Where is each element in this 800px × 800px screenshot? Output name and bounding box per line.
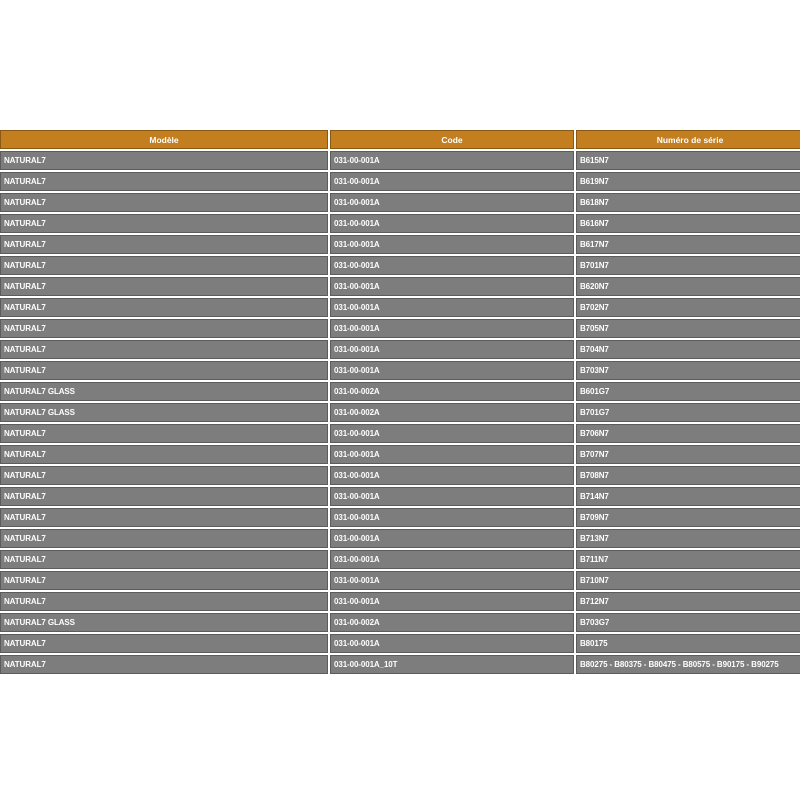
table-row <box>0 445 800 464</box>
cell-serial-number: B80275 - B80375 - B80475 - B80575 - B90175 - B90275 <box>576 655 800 674</box>
cell-serial-number: B708N7 <box>576 466 800 485</box>
cell-model: NATURAL7 <box>0 487 328 506</box>
cell-code: 031-00-001A <box>330 151 574 170</box>
table-header <box>0 130 800 149</box>
cell-serial-number: B702N7 <box>576 298 800 317</box>
cell-model: NATURAL7 <box>0 277 328 296</box>
table-row <box>0 403 800 422</box>
cell-model: NATURAL7 <box>0 466 328 485</box>
cell-code: 031-00-001A <box>330 361 574 380</box>
serial-number-table <box>0 128 800 676</box>
cell-serial-number: B701G7 <box>576 403 800 422</box>
cell-model: NATURAL7 GLASS <box>0 403 328 422</box>
cell-code: 031-00-002A <box>330 382 574 401</box>
cell-code: 031-00-001A <box>330 193 574 212</box>
cell-code: 031-00-001A <box>330 487 574 506</box>
cell-code: 031-00-001A <box>330 235 574 254</box>
cell-serial-number: B701N7 <box>576 256 800 275</box>
table-row <box>0 529 800 548</box>
cell-model: NATURAL7 <box>0 214 328 233</box>
table-row <box>0 382 800 401</box>
table-row <box>0 571 800 590</box>
cell-serial-number: B620N7 <box>576 277 800 296</box>
cell-code: 031-00-001A <box>330 445 574 464</box>
cell-model: NATURAL7 <box>0 151 328 170</box>
cell-serial-number: B714N7 <box>576 487 800 506</box>
table-row <box>0 655 800 674</box>
cell-model: NATURAL7 <box>0 550 328 569</box>
cell-code: 031-00-001A <box>330 319 574 338</box>
table-row <box>0 277 800 296</box>
cell-code: 031-00-001A <box>330 466 574 485</box>
cell-model: NATURAL7 <box>0 529 328 548</box>
header-row <box>0 130 800 149</box>
table-row <box>0 319 800 338</box>
cell-model: NATURAL7 <box>0 319 328 338</box>
cell-model: NATURAL7 <box>0 235 328 254</box>
cell-code: 031-00-001A <box>330 529 574 548</box>
table-row <box>0 298 800 317</box>
serial-table-container <box>0 128 800 676</box>
cell-serial-number: B615N7 <box>576 151 800 170</box>
cell-model: NATURAL7 <box>0 256 328 275</box>
cell-code: 031-00-001A <box>330 277 574 296</box>
cell-model: NATURAL7 <box>0 361 328 380</box>
cell-model: NATURAL7 <box>0 193 328 212</box>
cell-serial-number: B705N7 <box>576 319 800 338</box>
cell-serial-number: B80175 <box>576 634 800 653</box>
table-row <box>0 193 800 212</box>
cell-serial-number: B616N7 <box>576 214 800 233</box>
cell-code: 031-00-001A <box>330 340 574 359</box>
cell-serial-number: B709N7 <box>576 508 800 527</box>
cell-serial-number: B703G7 <box>576 613 800 632</box>
cell-model: NATURAL7 <box>0 571 328 590</box>
cell-code: 031-00-001A <box>330 634 574 653</box>
table-row <box>0 256 800 275</box>
cell-model: NATURAL7 <box>0 655 328 674</box>
table-row <box>0 466 800 485</box>
cell-model: NATURAL7 <box>0 424 328 443</box>
cell-serial-number: B704N7 <box>576 340 800 359</box>
cell-serial-number: B601G7 <box>576 382 800 401</box>
cell-model: NATURAL7 <box>0 172 328 191</box>
cell-serial-number: B710N7 <box>576 571 800 590</box>
cell-code: 031-00-001A <box>330 298 574 317</box>
cell-code: 031-00-001A <box>330 172 574 191</box>
table-row <box>0 424 800 443</box>
cell-model: NATURAL7 <box>0 340 328 359</box>
cell-serial-number: B703N7 <box>576 361 800 380</box>
header-model: Modèle <box>0 130 328 149</box>
header-serial-number: Numéro de série <box>576 130 800 149</box>
cell-code: 031-00-001A <box>330 592 574 611</box>
cell-code: 031-00-001A_10T <box>330 655 574 674</box>
cell-code: 031-00-001A <box>330 424 574 443</box>
table-row <box>0 550 800 569</box>
cell-model: NATURAL7 <box>0 508 328 527</box>
table-row <box>0 508 800 527</box>
table-row <box>0 634 800 653</box>
table-row <box>0 613 800 632</box>
cell-model: NATURAL7 GLASS <box>0 613 328 632</box>
table-row <box>0 487 800 506</box>
cell-serial-number: B707N7 <box>576 445 800 464</box>
table-row <box>0 235 800 254</box>
table-body <box>0 151 800 674</box>
cell-serial-number: B713N7 <box>576 529 800 548</box>
table-row <box>0 361 800 380</box>
cell-code: 031-00-001A <box>330 571 574 590</box>
table-row <box>0 151 800 170</box>
cell-serial-number: B617N7 <box>576 235 800 254</box>
cell-serial-number: B619N7 <box>576 172 800 191</box>
cell-serial-number: B618N7 <box>576 193 800 212</box>
cell-code: 031-00-002A <box>330 613 574 632</box>
cell-model: NATURAL7 <box>0 592 328 611</box>
cell-serial-number: B711N7 <box>576 550 800 569</box>
table-row <box>0 592 800 611</box>
cell-model: NATURAL7 GLASS <box>0 382 328 401</box>
cell-model: NATURAL7 <box>0 298 328 317</box>
cell-model: NATURAL7 <box>0 634 328 653</box>
cell-serial-number: B712N7 <box>576 592 800 611</box>
cell-code: 031-00-001A <box>330 214 574 233</box>
header-code: Code <box>330 130 574 149</box>
table-row <box>0 172 800 191</box>
cell-code: 031-00-001A <box>330 508 574 527</box>
cell-code: 031-00-001A <box>330 256 574 275</box>
cell-code: 031-00-001A <box>330 550 574 569</box>
cell-serial-number: B706N7 <box>576 424 800 443</box>
cell-code: 031-00-002A <box>330 403 574 422</box>
cell-model: NATURAL7 <box>0 445 328 464</box>
table-row <box>0 340 800 359</box>
table-row <box>0 214 800 233</box>
